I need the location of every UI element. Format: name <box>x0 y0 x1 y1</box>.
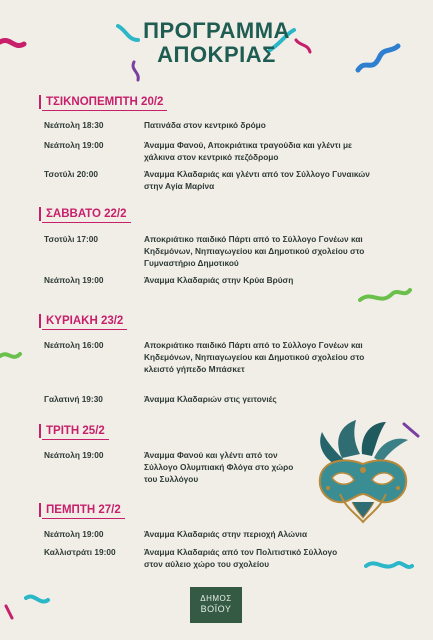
event-place-time: Νεάπολη 19:00 <box>44 529 104 539</box>
day-header: ΠΕΜΠΤΗ 27/2 <box>42 502 125 519</box>
event-place-time: Νεάπολη 19:00 <box>44 450 104 460</box>
event-description: Άναμμα Κλαδαριών στις γειτονιές <box>144 394 277 404</box>
municipality-logo <box>190 587 242 623</box>
event-description: Άναμμα Κλαδαριάς στην Κρύα Βρύση <box>144 275 294 285</box>
event-place-time: Τσοτύλι 20:00 <box>44 169 98 179</box>
event-description: Αποκριάτικο παιδικό Πάρτι από το Σύλλογο Γονέων και Κηδεμόνων, Νηπιαγωγείου και Δημοτικού σχολείου στο κλειστό γήπεδο Μπάσκετ <box>144 340 365 374</box>
event-description: Πατινάδα στον κεντρικό δρόμο <box>144 120 266 130</box>
logo-line-2: ΒΟΪΟΥ <box>200 604 232 614</box>
event-place-time: Γαλατινή 19:30 <box>44 394 103 404</box>
event-place-time: Νεάπολη 19:00 <box>44 275 104 285</box>
page-title-line-2: ΑΠΟΚΡΙΑΣ <box>157 42 276 67</box>
page-title-line-1: ΠΡΟΓΡΑΜΜΑ <box>143 18 290 43</box>
day-header: ΚΥΡΙΑΚΗ 23/2 <box>42 313 127 330</box>
logo-line-1: ΔΗΜΟΣ <box>200 594 232 603</box>
event-description: Αποκριάτικο παιδικό Πάρτι από το Σύλλογο Γονέων και Κηδεμόνων, Νηπιαγωγείου και Δημοτικού σχολείου στο Γυμναστήριο Δημοτικού <box>144 234 365 268</box>
day-header: ΤΣΙΚΝΟΠΕΜΠΤΗ 20/2 <box>42 94 167 111</box>
event-place-time: Νεάπολη 18:30 <box>44 120 104 130</box>
event-description: Άναμμα Φανού, Αποκριάτικα τραγούδια και γλέντι με χάλκινα στον κεντρικό πεζόδρομο <box>144 140 352 162</box>
event-description: Άναμμα Κλαδαριάς από τον Πολιτιστικό Σύλλογο στον αύλειο χώρο του σχολείου <box>144 547 338 569</box>
event-description: Άναμμα Κλαδαριάς και γλέντι από τον Σύλλογο Γυναικών στην Αγία Μαρίνα <box>144 169 370 191</box>
carnival-mask-icon <box>312 418 414 530</box>
day-header: ΣΑΒΒΑΤΟ 22/2 <box>42 206 131 223</box>
event-place-time: Καλλιστράτι 19:00 <box>44 547 116 557</box>
event-place-time: Τσοτύλι 17:00 <box>44 234 98 244</box>
day-header: ΤΡΙΤΗ 25/2 <box>42 423 109 440</box>
event-place-time: Νεάπολη 16:00 <box>44 340 104 350</box>
event-description: Άναμμα Φανού και γλέντι από τον Σύλλογο Ολυμπιακή Φλόγα στο χώρο του Συλλόγου <box>144 450 294 484</box>
event-place-time: Νεάπολη 19:00 <box>44 140 104 150</box>
event-description: Άναμμα Κλαδαριάς στην περιοχή Αλώνια <box>144 529 308 539</box>
